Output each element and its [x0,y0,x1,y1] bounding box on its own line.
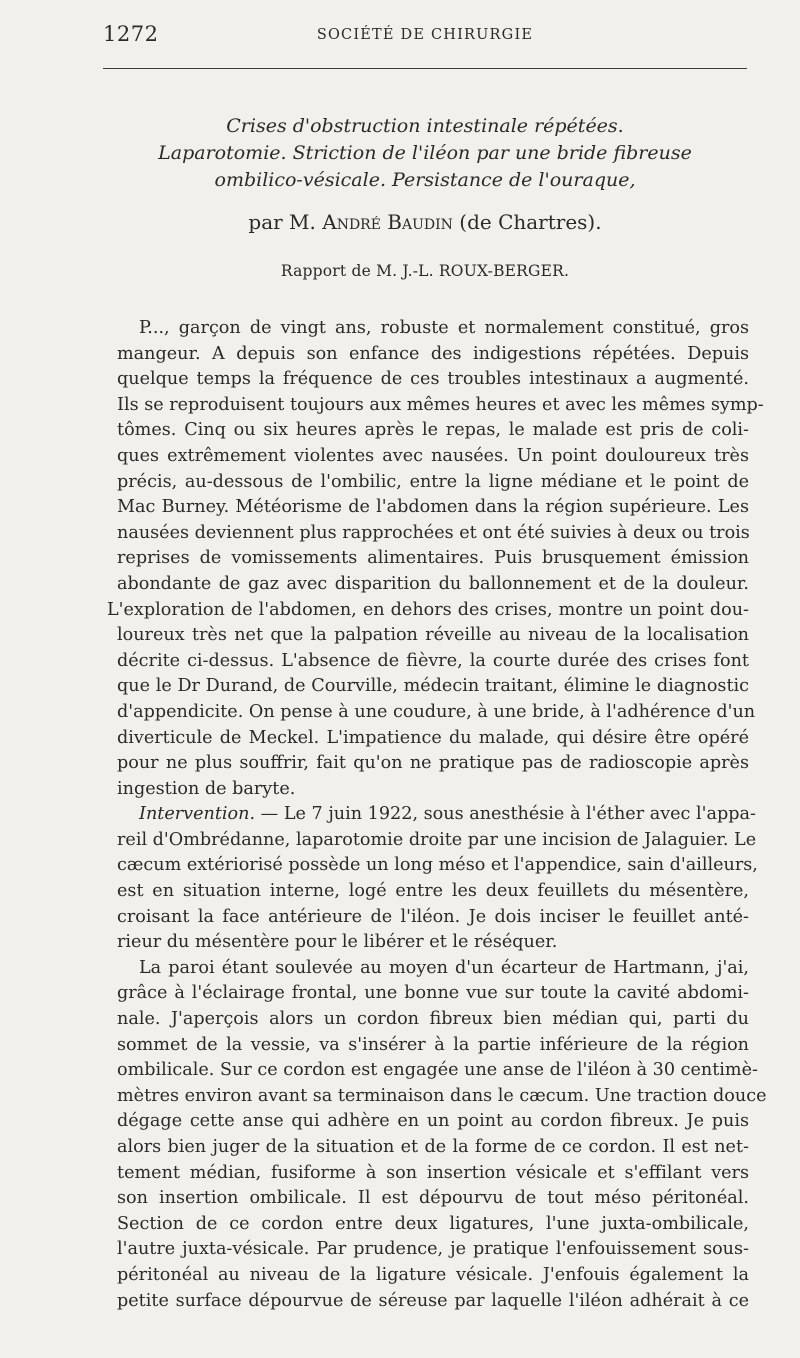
body-line: est en situation interne, logé entre les deux feuillets du mésentère, [117,881,749,902]
body-line: nausées deviennent plus rapprochées et ont été suivies à deux ou trois [117,522,750,543]
body-line: L'exploration de l'abdomen, en dehors des crises, montre un point dou- [107,599,749,620]
running-head: SOCIÉTÉ DE CHIRURGIE [316,27,534,43]
title-line: Laparotomie. Striction de l'iléon par une bride fibreuse [158,142,692,164]
title-line: Crises d'obstruction intestinale répétées. [226,115,624,137]
article-body [107,316,767,1314]
body-line: péritonéal au niveau de la ligature vésicale. J'enfouis également la [117,1264,749,1285]
body-line: abondante de gaz avec disparition du ballonnement et de la douleur. [117,573,749,594]
body-line: d'appendicite. On pense à une coudure, à une bride, à l'adhérence d'un [117,701,756,722]
body-line: alors bien juger de la situation et de la forme de ce cordon. Il est net- [117,1137,749,1157]
title-line: ombilico-vésicale. Persistance de l'ouraque, [214,169,636,191]
body-line: l'autre juxta-vésicale. Par prudence, je pratique l'enfouissement sous- [117,1239,749,1260]
body-line: décrite ci-dessus. L'absence de fièvre, la courte durée des crises font [117,650,749,671]
body-line: reprises de vomissements alimentaires. Puis brusquement émission [117,548,749,569]
page-header [103,22,747,52]
body-line: ombilicale. Sur ce cordon est engagée une anse de l'iléon à 30 centimè- [117,1060,758,1081]
article-title [103,113,747,194]
body-line: son insertion ombilicale. Il est dépourvu de tout méso péritonéal. [117,1188,749,1209]
body-line: Ils se reproduisent toujours aux mêmes heures et avec les mêmes symp- [117,394,764,415]
body-line: reil d'Ombrédanne, laparotomie droite par une incision de Jalaguier. Le [117,829,757,850]
body-line: tement médian, fusiforme à son insertion vésicale et s'effilant vers [117,1162,749,1183]
page-number: 1272 [103,22,159,46]
body-line: diverticule de Meckel. L'impatience du malade, qui désire être opéré [117,727,749,748]
body-line-intervention [117,802,756,828]
author-prefix: par M. [248,210,316,234]
author-line [103,210,747,234]
report-line: Rapport de M. J.-L. ROUX-BERGER. [280,262,570,280]
body-line: que le Dr Durand, de Courville, médecin traitant, élimine le diagnostic [117,676,749,697]
body-line: croisant la face antérieure de l'iléon. Je dois inciser le feuillet anté- [117,906,749,927]
header-rule [103,68,747,69]
body-line: sommet de la vessie, va s'insérer à la partie inférieure de la région [117,1034,749,1055]
body-line: quelque temps la fréquence de ces troubles intestinaux a augmenté. [117,369,749,390]
body-line: pour ne plus souffrir, fait qu'on ne pratique pas de radioscopie après [117,753,749,774]
body-line: Section de ce cordon entre deux ligatures, l'une juxta-ombilicale, [117,1213,749,1234]
body-line: mètres environ avant sa terminaison dans le cæcum. Une traction douce [117,1085,767,1106]
body-line: loureux très net que la palpation réveille au niveau de la localisation [117,625,749,646]
intervention-label: Intervention. — [139,804,279,825]
body-line: petite surface dépourvue de séreuse par laquelle l'iléon adhérait à ce [117,1290,749,1311]
intervention-text: Le 7 juin 1922, sous anesthésie à l'éther avec l'appa- [283,804,756,825]
body-line: cæcum extériorisé possède un long méso et l'appendice, sain d'ailleurs, [117,855,758,876]
body-line: rieur du mésentère pour le libérer et le réséquer. [117,932,558,953]
body-line: ques extrêmement violentes avec nausées. Un point douloureux très [117,445,749,466]
body-line: grâce à l'éclairage frontal, une bonne vue sur toute la cavité abdomi- [117,983,749,1004]
body-line: dégage cette anse qui adhère en un point au cordon fibreux. Je puis [117,1111,749,1132]
body-line: ingestion de baryte. [117,778,296,799]
body-line: mangeur. A depuis son enfance des indigestions répétées. Depuis [117,343,749,364]
author-name: André Baudin [322,210,453,234]
body-line: P..., garçon de vingt ans, robuste et normalement constitué, gros [139,318,749,338]
body-line: Mac Burney. Météorisme de l'abdomen dans la région supérieure. Les [117,497,749,518]
author-suffix: (de Chartres). [459,210,602,234]
body-line: La paroi étant soulevée au moyen d'un écarteur de Hartmann, j'ai, [139,957,749,978]
body-line: précis, au-dessous de l'ombilic, entre la ligne médiane et le point de [117,471,749,492]
body-line: tômes. Cinq ou six heures après le repas, le malade est pris de coli- [117,420,749,441]
body-line: nale. J'aperçois alors un cordon fibreux bien médian qui, parti du [117,1009,749,1030]
